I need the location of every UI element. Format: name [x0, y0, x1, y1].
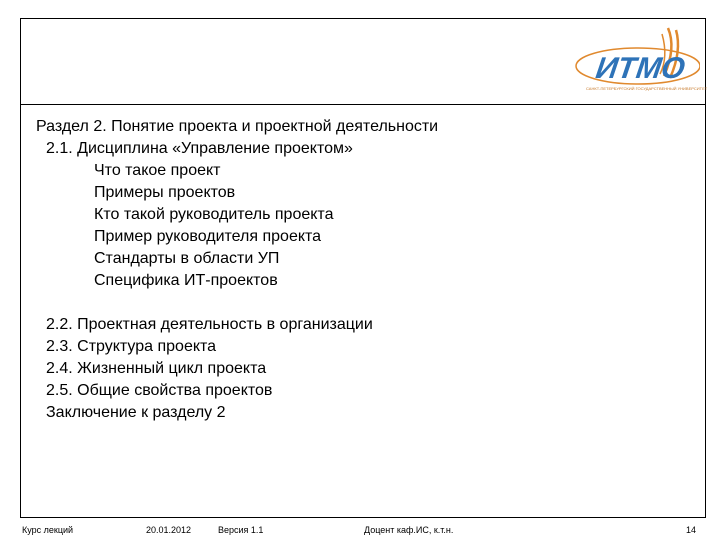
footer-version: Версия 1.1: [218, 525, 264, 535]
slide-content: [36, 116, 696, 424]
footer-course: Курс лекций: [22, 525, 74, 535]
topic-item: Примеры проектов: [94, 184, 236, 201]
subsection-item: Заключение к разделу 2: [46, 404, 226, 421]
subsection-item: 2.5. Общие свойства проектов: [46, 382, 273, 399]
subsection-2-1: 2.1. Дисциплина «Управление проектом»: [46, 140, 353, 157]
topic-item: Кто такой руководитель проекта: [94, 206, 334, 223]
logo-tagline: САНКТ-ПЕТЕРБУРГСКИЙ ГОСУДАРСТВЕННЫЙ УНИВЕРСИТЕТ: [586, 86, 708, 91]
subsection-item: 2.4. Жизненный цикл проекта: [46, 360, 267, 377]
header-divider: [20, 104, 706, 105]
subsection-item: 2.2. Проектная деятельность в организации: [46, 316, 373, 333]
topic-item: Пример руководителя проекта: [94, 228, 322, 245]
section-title: Раздел 2. Понятие проекта и проектной деятельности: [36, 118, 439, 135]
footer-page-number: 14: [686, 525, 697, 535]
spacer: [36, 292, 696, 314]
subsection-item: 2.3. Структура проекта: [46, 338, 217, 355]
footer-author: Доцент каф.ИС, к.т.н.: [364, 525, 454, 535]
topic-item: Специфика ИТ-проектов: [94, 272, 278, 289]
logo-wordmark: ИТМО: [593, 52, 687, 85]
topic-item: Стандарты в области УП: [94, 250, 280, 267]
itmo-logo: [568, 24, 708, 96]
topic-item: Что такое проект: [94, 162, 221, 179]
footer-date: 20.01.2012: [146, 525, 192, 535]
